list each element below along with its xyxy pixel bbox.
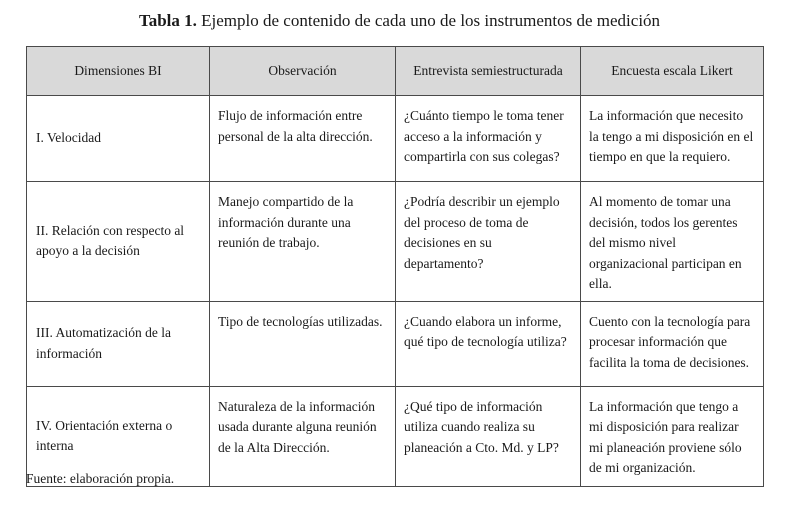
cell-dimension: IV. Orientación externa o interna [27, 386, 210, 486]
cell-encuesta: Al momento de tomar una decisión, todos los gerentes del mismo nivel organizacional participan en ella. [581, 182, 764, 302]
table-row [27, 182, 764, 302]
cell-entrevista: ¿Qué tipo de información utiliza cuando realiza su planeación a Cto. Md. y LP? [396, 386, 581, 486]
cell-entrevista: ¿Cuando elabora un informe, qué tipo de tecnología utiliza? [396, 301, 581, 386]
cell-entrevista: ¿Podría describir un ejemplo del proceso de toma de decisiones en su departamento? [396, 182, 581, 302]
source-note: Fuente: elaboración propia. [26, 471, 175, 486]
header-observacion: Observación [210, 47, 396, 96]
cell-dimension: II. Relación con respecto al apoyo a la decisión [27, 182, 210, 302]
instruments-table [26, 46, 764, 487]
cell-observacion: Naturaleza de la información usada durante alguna reunión de la Alta Dirección. [210, 386, 396, 486]
table-caption-label: Tabla 1. [138, 11, 197, 30]
cell-observacion: Flujo de información entre personal de la alta dirección. [210, 96, 396, 182]
cell-entrevista: ¿Cuánto tiempo le toma tener acceso a la información y compartirla con sus colegas? [396, 96, 581, 182]
cell-encuesta: Cuento con la tecnología para procesar información que facilita la toma de decisiones. [581, 301, 764, 386]
table-header-row [27, 47, 764, 96]
header-encuesta: Encuesta escala Likert [581, 47, 764, 96]
cell-dimension: III. Automatización de la información [27, 301, 210, 386]
table-row [27, 301, 764, 386]
cell-dimension: I. Velocidad [27, 96, 210, 182]
header-entrevista: Entrevista semiestructurada [396, 47, 581, 96]
table-caption-text: Ejemplo de contenido de cada uno de los instrumentos de medición [201, 11, 661, 30]
table-caption [0, 9, 799, 33]
header-dimensiones: Dimensiones BI [27, 47, 210, 96]
cell-encuesta: La información que tengo a mi disposición para realizar mi planeación proviene sólo de mi organización. [581, 386, 764, 486]
cell-observacion: Manejo compartido de la información durante una reunión de trabajo. [210, 182, 396, 302]
cell-observacion: Tipo de tecnologías utilizadas. [210, 301, 396, 386]
cell-encuesta: La información que necesito la tengo a mi disposición en el tiempo en que la requiero. [581, 96, 764, 182]
table-row [27, 96, 764, 182]
